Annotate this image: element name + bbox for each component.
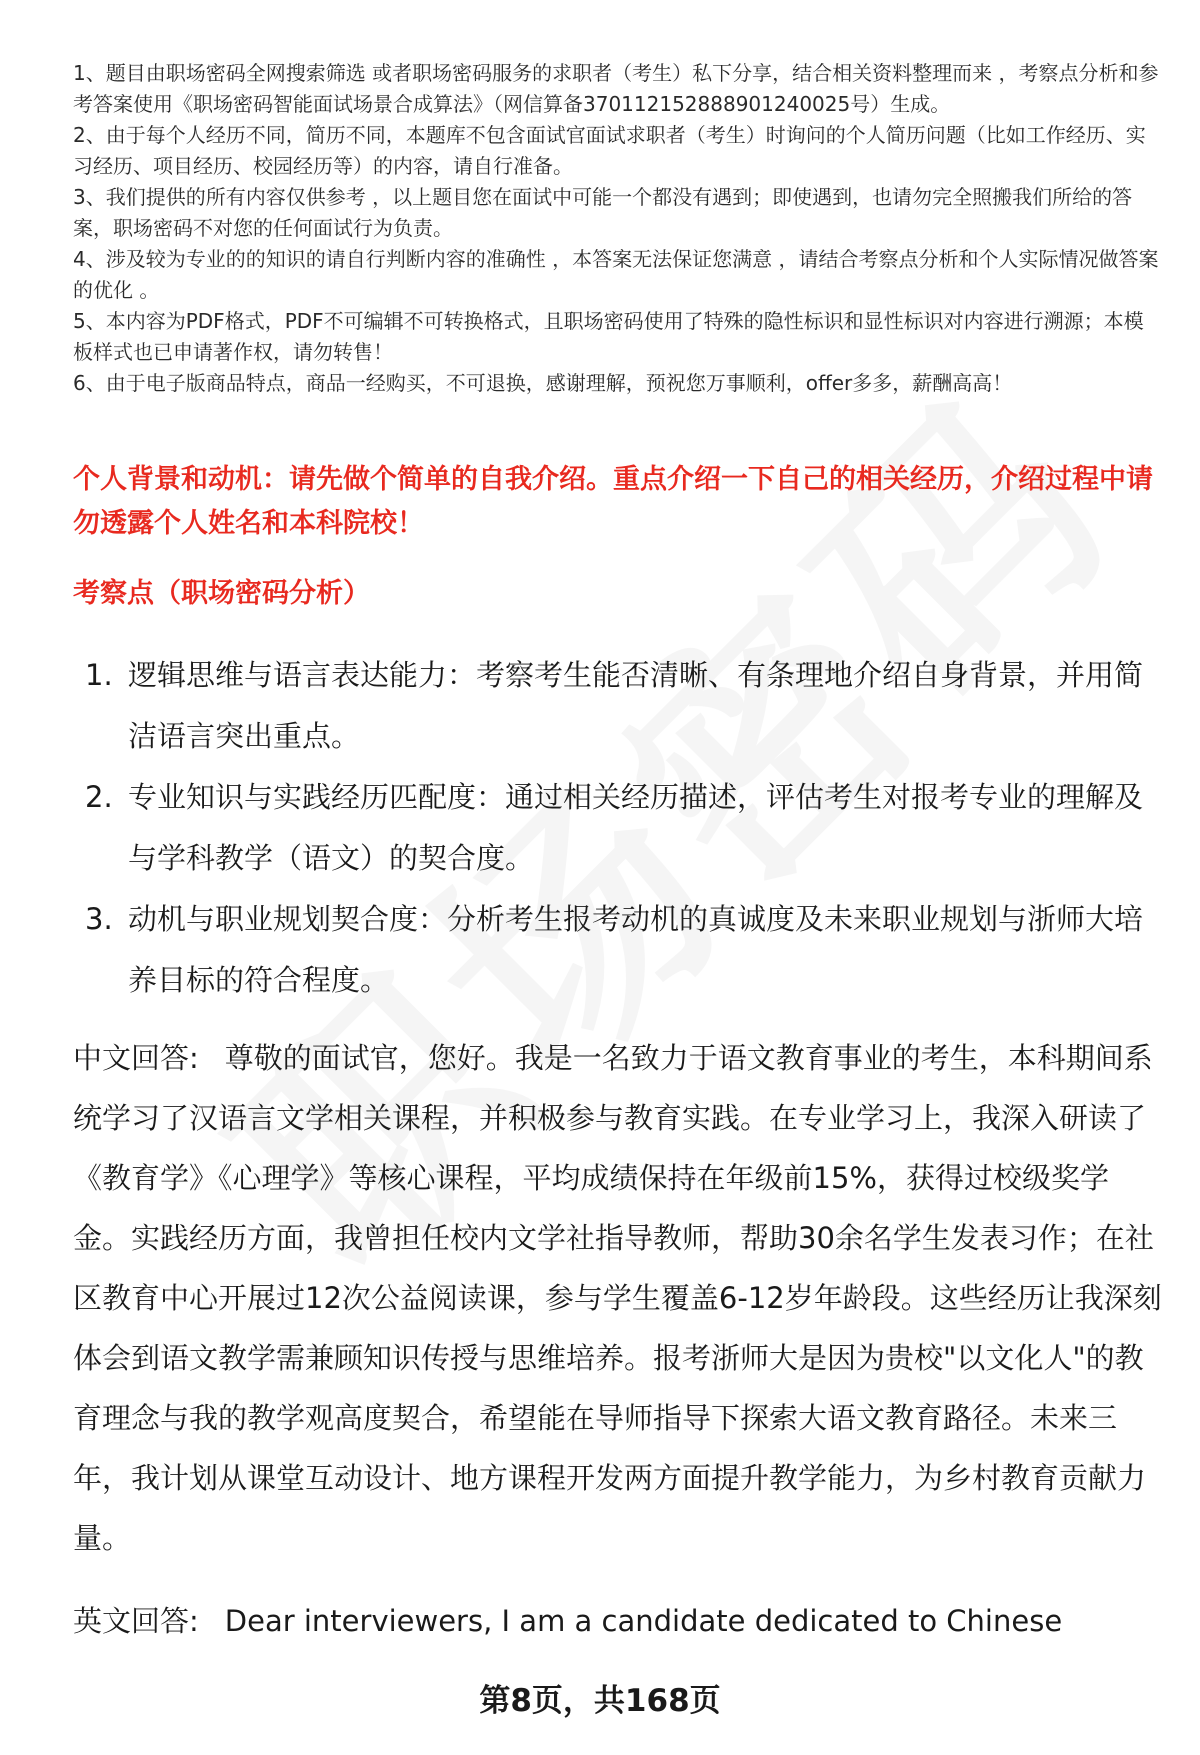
- point-number: 1.: [85, 658, 113, 692]
- assessment-point: [85, 889, 1145, 1011]
- disclaimer-item: 3、我们提供的所有内容仅供参考 ，以上题目您在面试中可能一个都没有遇到；即使遇到，也请勿完全照搬我们所给的答案，职场密码不对您的任何面试行为负责。: [73, 185, 1133, 240]
- point-number: 3.: [85, 902, 113, 936]
- point-text: 逻辑思维与语言表达能力：考察考生能否清晰、有条理地介绍自身背景，并用简洁语言突出重点。: [128, 658, 1144, 753]
- point-number: 2.: [85, 780, 113, 814]
- point-text: 动机与职业规划契合度：分析考生报考动机的真诚度及未来职业规划与浙师大培养目标的符合程度。: [128, 902, 1144, 997]
- disclaimer-item: 5、本内容为PDF格式，PDF不可编辑不可转换格式，且职场密码使用了特殊的隐性标识和显性标识对内容进行溯源；本模板样式也已申请著作权，请勿转售！: [73, 309, 1144, 364]
- question-heading: 个人背景和动机：请先做个简单的自我介绍。重点介绍一下自己的相关经历，介绍过程中请勿透露个人姓名和本科院校！: [73, 464, 1153, 539]
- chinese-answer-label: 中文回答:: [73, 1041, 199, 1075]
- english-answer: [73, 1591, 1163, 1651]
- points-title: 考察点（职场密码分析）: [73, 578, 370, 609]
- point-text: 专业知识与实践经历匹配度：通过相关经历描述，评估考生对报考专业的理解及与学科教学（语文）的契合度。: [128, 780, 1144, 875]
- english-answer-label: 英文回答:: [73, 1604, 199, 1638]
- disclaimer-item: 2、由于每个人经历不同，简历不同，本题库不包含面试官面试求职者（考生）时询问的个人简历问题（比如工作经历、实习经历、项目经历、校园经历等）的内容，请自行准备。: [73, 123, 1146, 178]
- disclaimer: [73, 58, 1163, 399]
- assessment-point: [85, 767, 1145, 889]
- english-answer-text: Dear interviewers, I am a candidate dedicated to Chinese: [224, 1604, 1063, 1638]
- assessment-point: [85, 645, 1145, 767]
- page-number: 第8页，共168页: [479, 1683, 721, 1719]
- assessment-points-list: [85, 645, 1145, 1011]
- chinese-answer-text: 尊敬的面试官，您好。我是一名致力于语文教育事业的考生，本科期间系统学习了汉语言文学相关课程，并积极参与教育实践。在专业学习上，我深入研读了《教育学》《心理学》等核心课程，平均成绩保持在年级前15%，获得过校级奖学金。实践经历方面，我曾担任校内文学社指导教师，帮助30余名学生发表习作；在社区教育中心开展过12次公益阅读课，参与学生覆盖6-12岁年龄段。这些经历让我深刻体会到语文教学需兼顾知识传授与思维培养。报考浙师大是因为贵校"以文化人"的教育理念与我的教学观高度契合，希望能在导师指导下探索大语文教育路径。未来三年，我计划从课堂互动设计、地方课程开发两方面提升教学能力，为乡村教育贡献力量。: [73, 1041, 1162, 1555]
- disclaimer-item: 1、题目由职场密码全网搜索筛选 或者职场密码服务的求职者（考生）私下分享，结合相关资料整理而来 ，考察点分析和参考答案使用《职场密码智能面试场景合成算法》（网信算备370112152888901240025号）生成。: [73, 61, 1159, 116]
- disclaimer-item: 6、由于电子版商品特点，商品一经购买，不可退换，感谢理解，预祝您万事顺利，offer多多，薪酬高高！: [73, 371, 1013, 395]
- disclaimer-item: 4、涉及较为专业的的知识的请自行判断内容的准确性 ，本答案无法保证您满意 ，请结合考察点分析和个人实际情况做答案的优化 。: [73, 247, 1159, 302]
- chinese-answer: [73, 1028, 1163, 1568]
